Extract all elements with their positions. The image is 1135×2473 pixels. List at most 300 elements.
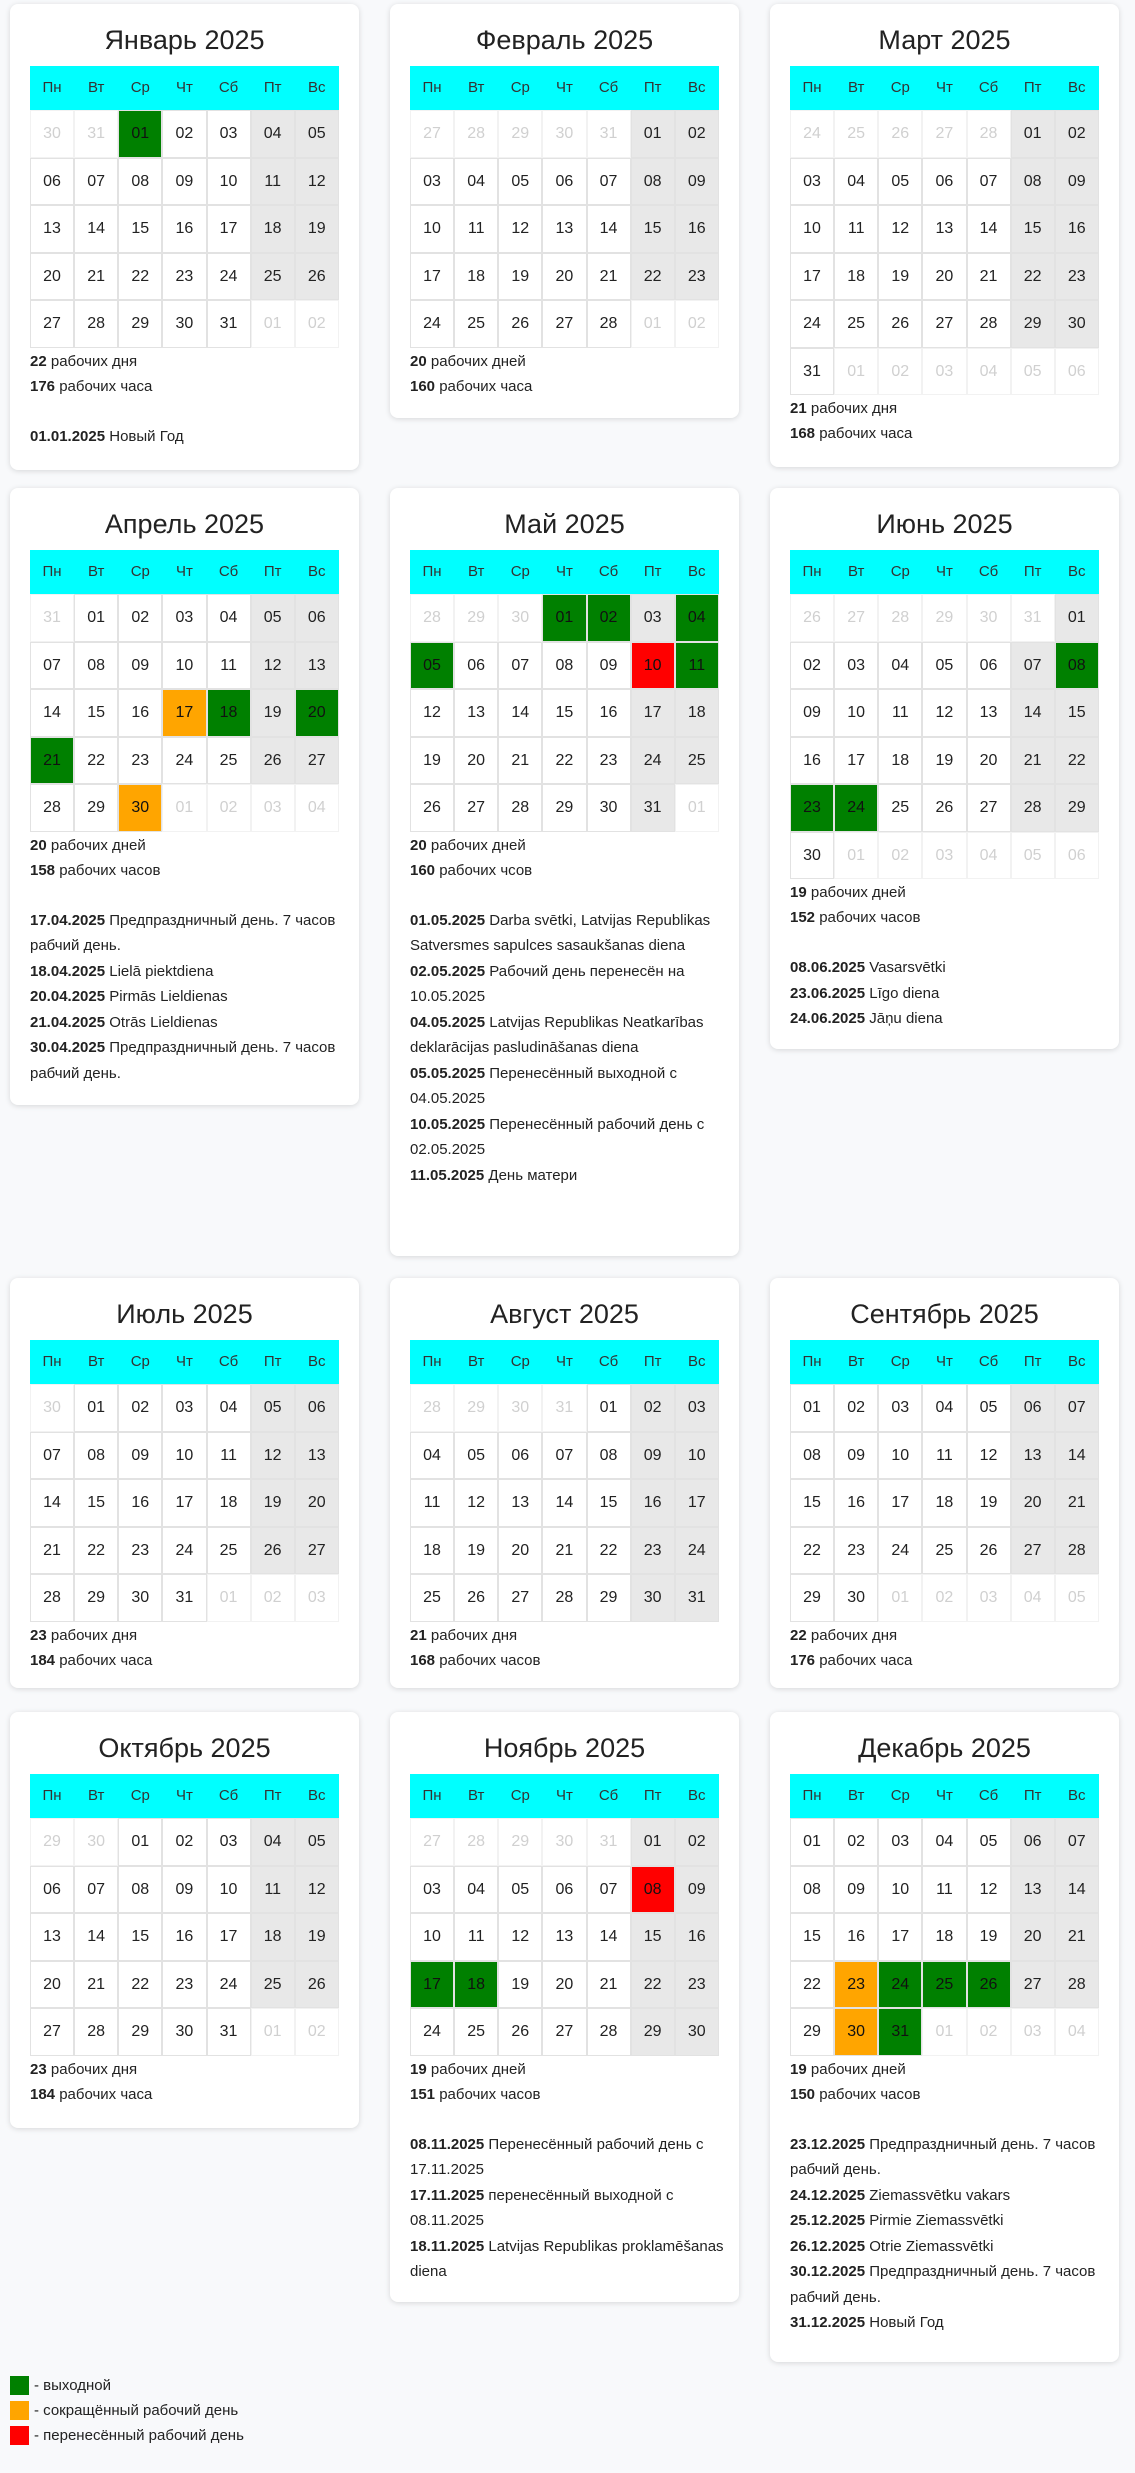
day-cell[interactable]: 22 xyxy=(790,1961,834,2009)
day-cell[interactable]: 17 xyxy=(162,1479,206,1527)
day-cell[interactable]: 02 xyxy=(922,1574,966,1622)
day-cell[interactable]: 05 xyxy=(1011,832,1055,880)
day-cell[interactable]: 09 xyxy=(675,1866,719,1914)
day-cell[interactable]: 05 xyxy=(295,1818,339,1866)
day-cell[interactable]: 31 xyxy=(878,2008,922,2056)
day-cell[interactable]: 09 xyxy=(675,158,719,206)
day-cell[interactable]: 04 xyxy=(454,1866,498,1914)
day-cell[interactable]: 15 xyxy=(587,1479,631,1527)
day-cell[interactable]: 02 xyxy=(675,300,719,348)
day-cell[interactable]: 01 xyxy=(118,1818,162,1866)
day-cell[interactable]: 25 xyxy=(207,737,251,785)
day-cell[interactable]: 30 xyxy=(498,1384,542,1432)
day-cell[interactable]: 08 xyxy=(790,1432,834,1480)
day-cell[interactable]: 04 xyxy=(675,594,719,642)
day-cell[interactable]: 13 xyxy=(295,1432,339,1480)
day-cell[interactable]: 30 xyxy=(30,110,74,158)
day-cell[interactable]: 08 xyxy=(631,158,675,206)
day-cell[interactable]: 26 xyxy=(295,253,339,301)
day-cell[interactable]: 29 xyxy=(30,1818,74,1866)
day-cell[interactable]: 16 xyxy=(162,205,206,253)
day-cell[interactable]: 06 xyxy=(922,158,966,206)
day-cell[interactable]: 27 xyxy=(834,594,878,642)
day-cell[interactable]: 23 xyxy=(162,253,206,301)
day-cell[interactable]: 07 xyxy=(1011,642,1055,690)
day-cell[interactable]: 23 xyxy=(834,1961,878,2009)
day-cell[interactable]: 21 xyxy=(967,253,1011,301)
day-cell[interactable]: 19 xyxy=(410,737,454,785)
day-cell[interactable]: 26 xyxy=(498,2008,542,2056)
day-cell[interactable]: 11 xyxy=(410,1479,454,1527)
day-cell[interactable]: 28 xyxy=(1011,784,1055,832)
day-cell[interactable]: 27 xyxy=(542,2008,586,2056)
day-cell[interactable]: 06 xyxy=(295,594,339,642)
day-cell[interactable]: 14 xyxy=(967,205,1011,253)
day-cell[interactable]: 16 xyxy=(631,1479,675,1527)
day-cell[interactable]: 12 xyxy=(922,689,966,737)
day-cell[interactable]: 03 xyxy=(162,594,206,642)
day-cell[interactable]: 03 xyxy=(675,1384,719,1432)
day-cell[interactable]: 12 xyxy=(295,158,339,206)
day-cell[interactable]: 04 xyxy=(1011,1574,1055,1622)
day-cell[interactable]: 26 xyxy=(251,737,295,785)
day-cell[interactable]: 02 xyxy=(162,110,206,158)
day-cell[interactable]: 10 xyxy=(878,1866,922,1914)
day-cell[interactable]: 16 xyxy=(118,689,162,737)
day-cell[interactable]: 31 xyxy=(790,348,834,396)
day-cell[interactable]: 21 xyxy=(1011,737,1055,785)
day-cell[interactable]: 28 xyxy=(454,110,498,158)
day-cell[interactable]: 17 xyxy=(675,1479,719,1527)
day-cell[interactable]: 30 xyxy=(74,1818,118,1866)
day-cell[interactable]: 27 xyxy=(295,737,339,785)
day-cell[interactable]: 21 xyxy=(587,1961,631,2009)
day-cell[interactable]: 27 xyxy=(922,110,966,158)
day-cell[interactable]: 13 xyxy=(454,689,498,737)
day-cell[interactable]: 17 xyxy=(162,689,206,737)
day-cell[interactable]: 18 xyxy=(922,1479,966,1527)
day-cell[interactable]: 31 xyxy=(207,2008,251,2056)
day-cell[interactable]: 29 xyxy=(631,2008,675,2056)
day-cell[interactable]: 02 xyxy=(295,2008,339,2056)
day-cell[interactable]: 08 xyxy=(74,642,118,690)
day-cell[interactable]: 14 xyxy=(587,205,631,253)
day-cell[interactable]: 10 xyxy=(162,642,206,690)
day-cell[interactable]: 11 xyxy=(922,1432,966,1480)
day-cell[interactable]: 29 xyxy=(922,594,966,642)
day-cell[interactable]: 10 xyxy=(162,1432,206,1480)
day-cell[interactable]: 28 xyxy=(587,2008,631,2056)
day-cell[interactable]: 01 xyxy=(790,1384,834,1432)
day-cell[interactable]: 26 xyxy=(878,300,922,348)
day-cell[interactable]: 12 xyxy=(295,1866,339,1914)
day-cell[interactable]: 07 xyxy=(587,158,631,206)
day-cell[interactable]: 15 xyxy=(631,1913,675,1961)
day-cell[interactable]: 30 xyxy=(30,1384,74,1432)
day-cell[interactable]: 06 xyxy=(1011,1818,1055,1866)
day-cell[interactable]: 17 xyxy=(631,689,675,737)
day-cell[interactable]: 03 xyxy=(207,110,251,158)
day-cell[interactable]: 28 xyxy=(74,300,118,348)
day-cell[interactable]: 28 xyxy=(587,300,631,348)
day-cell[interactable]: 12 xyxy=(967,1432,1011,1480)
day-cell[interactable]: 17 xyxy=(410,253,454,301)
day-cell[interactable]: 22 xyxy=(74,1527,118,1575)
day-cell[interactable]: 16 xyxy=(834,1479,878,1527)
day-cell[interactable]: 19 xyxy=(498,1961,542,2009)
day-cell[interactable]: 18 xyxy=(251,205,295,253)
day-cell[interactable]: 03 xyxy=(790,158,834,206)
day-cell[interactable]: 24 xyxy=(834,784,878,832)
day-cell[interactable]: 14 xyxy=(1055,1866,1099,1914)
day-cell[interactable]: 17 xyxy=(834,737,878,785)
day-cell[interactable]: 30 xyxy=(118,784,162,832)
day-cell[interactable]: 11 xyxy=(454,1913,498,1961)
day-cell[interactable]: 13 xyxy=(542,205,586,253)
day-cell[interactable]: 10 xyxy=(207,158,251,206)
day-cell[interactable]: 06 xyxy=(295,1384,339,1432)
day-cell[interactable]: 14 xyxy=(498,689,542,737)
day-cell[interactable]: 04 xyxy=(295,784,339,832)
day-cell[interactable]: 23 xyxy=(834,1527,878,1575)
day-cell[interactable]: 05 xyxy=(410,642,454,690)
day-cell[interactable]: 15 xyxy=(1011,205,1055,253)
day-cell[interactable]: 25 xyxy=(251,1961,295,2009)
day-cell[interactable]: 20 xyxy=(967,737,1011,785)
day-cell[interactable]: 08 xyxy=(631,1866,675,1914)
day-cell[interactable]: 22 xyxy=(1055,737,1099,785)
day-cell[interactable]: 03 xyxy=(922,348,966,396)
day-cell[interactable]: 26 xyxy=(790,594,834,642)
day-cell[interactable]: 27 xyxy=(498,1574,542,1622)
day-cell[interactable]: 29 xyxy=(118,300,162,348)
day-cell[interactable]: 12 xyxy=(454,1479,498,1527)
day-cell[interactable]: 06 xyxy=(1055,832,1099,880)
day-cell[interactable]: 20 xyxy=(922,253,966,301)
day-cell[interactable]: 25 xyxy=(834,300,878,348)
day-cell[interactable]: 30 xyxy=(118,1574,162,1622)
day-cell[interactable]: 18 xyxy=(454,1961,498,2009)
day-cell[interactable]: 31 xyxy=(587,110,631,158)
day-cell[interactable]: 31 xyxy=(162,1574,206,1622)
day-cell[interactable]: 29 xyxy=(1055,784,1099,832)
day-cell[interactable]: 28 xyxy=(878,594,922,642)
day-cell[interactable]: 05 xyxy=(878,158,922,206)
day-cell[interactable]: 20 xyxy=(498,1527,542,1575)
day-cell[interactable]: 09 xyxy=(162,158,206,206)
day-cell[interactable]: 09 xyxy=(631,1432,675,1480)
day-cell[interactable]: 18 xyxy=(410,1527,454,1575)
day-cell[interactable]: 29 xyxy=(454,1384,498,1432)
day-cell[interactable]: 08 xyxy=(118,158,162,206)
day-cell[interactable]: 20 xyxy=(454,737,498,785)
day-cell[interactable]: 21 xyxy=(74,253,118,301)
day-cell[interactable]: 10 xyxy=(790,205,834,253)
day-cell[interactable]: 27 xyxy=(1011,1527,1055,1575)
day-cell[interactable]: 27 xyxy=(542,300,586,348)
day-cell[interactable]: 01 xyxy=(631,110,675,158)
day-cell[interactable]: 03 xyxy=(922,832,966,880)
day-cell[interactable]: 17 xyxy=(207,205,251,253)
day-cell[interactable]: 27 xyxy=(30,2008,74,2056)
day-cell[interactable]: 07 xyxy=(967,158,1011,206)
day-cell[interactable]: 02 xyxy=(251,1574,295,1622)
day-cell[interactable]: 17 xyxy=(410,1961,454,2009)
day-cell[interactable]: 11 xyxy=(454,205,498,253)
day-cell[interactable]: 09 xyxy=(1055,158,1099,206)
day-cell[interactable]: 01 xyxy=(74,594,118,642)
day-cell[interactable]: 30 xyxy=(675,2008,719,2056)
day-cell[interactable]: 18 xyxy=(251,1913,295,1961)
day-cell[interactable]: 11 xyxy=(251,1866,295,1914)
day-cell[interactable]: 05 xyxy=(1055,1574,1099,1622)
day-cell[interactable]: 26 xyxy=(251,1527,295,1575)
day-cell[interactable]: 16 xyxy=(118,1479,162,1527)
day-cell[interactable]: 24 xyxy=(207,1961,251,2009)
day-cell[interactable]: 27 xyxy=(410,110,454,158)
day-cell[interactable]: 15 xyxy=(631,205,675,253)
day-cell[interactable]: 02 xyxy=(587,594,631,642)
day-cell[interactable]: 14 xyxy=(1055,1432,1099,1480)
day-cell[interactable]: 12 xyxy=(410,689,454,737)
day-cell[interactable]: 27 xyxy=(295,1527,339,1575)
day-cell[interactable]: 06 xyxy=(454,642,498,690)
day-cell[interactable]: 28 xyxy=(498,784,542,832)
day-cell[interactable]: 25 xyxy=(878,784,922,832)
day-cell[interactable]: 25 xyxy=(922,1961,966,2009)
day-cell[interactable]: 18 xyxy=(878,737,922,785)
day-cell[interactable]: 23 xyxy=(675,253,719,301)
day-cell[interactable]: 11 xyxy=(675,642,719,690)
day-cell[interactable]: 04 xyxy=(834,158,878,206)
day-cell[interactable]: 25 xyxy=(834,110,878,158)
day-cell[interactable]: 22 xyxy=(118,1961,162,2009)
day-cell[interactable]: 24 xyxy=(790,300,834,348)
day-cell[interactable]: 31 xyxy=(587,1818,631,1866)
day-cell[interactable]: 06 xyxy=(967,642,1011,690)
day-cell[interactable]: 03 xyxy=(295,1574,339,1622)
day-cell[interactable]: 12 xyxy=(251,642,295,690)
day-cell[interactable]: 18 xyxy=(454,253,498,301)
day-cell[interactable]: 27 xyxy=(922,300,966,348)
day-cell[interactable]: 08 xyxy=(542,642,586,690)
day-cell[interactable]: 22 xyxy=(587,1527,631,1575)
day-cell[interactable]: 19 xyxy=(967,1479,1011,1527)
day-cell[interactable]: 20 xyxy=(30,253,74,301)
day-cell[interactable]: 24 xyxy=(631,737,675,785)
day-cell[interactable]: 05 xyxy=(922,642,966,690)
day-cell[interactable]: 16 xyxy=(675,1913,719,1961)
day-cell[interactable]: 16 xyxy=(162,1913,206,1961)
day-cell[interactable]: 01 xyxy=(675,784,719,832)
day-cell[interactable]: 13 xyxy=(1011,1866,1055,1914)
day-cell[interactable]: 06 xyxy=(1011,1384,1055,1432)
day-cell[interactable]: 02 xyxy=(1055,110,1099,158)
day-cell[interactable]: 30 xyxy=(498,594,542,642)
day-cell[interactable]: 29 xyxy=(74,784,118,832)
day-cell[interactable]: 01 xyxy=(631,1818,675,1866)
day-cell[interactable]: 01 xyxy=(878,1574,922,1622)
day-cell[interactable]: 01 xyxy=(587,1384,631,1432)
day-cell[interactable]: 22 xyxy=(118,253,162,301)
day-cell[interactable]: 18 xyxy=(675,689,719,737)
day-cell[interactable]: 30 xyxy=(834,2008,878,2056)
day-cell[interactable]: 01 xyxy=(834,832,878,880)
day-cell[interactable]: 02 xyxy=(162,1818,206,1866)
day-cell[interactable]: 25 xyxy=(410,1574,454,1622)
day-cell[interactable]: 01 xyxy=(74,1384,118,1432)
day-cell[interactable]: 19 xyxy=(251,689,295,737)
day-cell[interactable]: 27 xyxy=(30,300,74,348)
day-cell[interactable]: 01 xyxy=(1011,110,1055,158)
day-cell[interactable]: 23 xyxy=(631,1527,675,1575)
day-cell[interactable]: 09 xyxy=(834,1432,878,1480)
day-cell[interactable]: 10 xyxy=(675,1432,719,1480)
day-cell[interactable]: 10 xyxy=(878,1432,922,1480)
day-cell[interactable]: 03 xyxy=(631,594,675,642)
day-cell[interactable]: 19 xyxy=(295,1913,339,1961)
day-cell[interactable]: 11 xyxy=(922,1866,966,1914)
day-cell[interactable]: 19 xyxy=(295,205,339,253)
day-cell[interactable]: 03 xyxy=(967,1574,1011,1622)
day-cell[interactable]: 08 xyxy=(1011,158,1055,206)
day-cell[interactable]: 29 xyxy=(790,1574,834,1622)
day-cell[interactable]: 05 xyxy=(498,1866,542,1914)
day-cell[interactable]: 07 xyxy=(1055,1818,1099,1866)
day-cell[interactable]: 02 xyxy=(295,300,339,348)
day-cell[interactable]: 14 xyxy=(587,1913,631,1961)
day-cell[interactable]: 03 xyxy=(878,1384,922,1432)
day-cell[interactable]: 06 xyxy=(30,1866,74,1914)
day-cell[interactable]: 30 xyxy=(162,300,206,348)
day-cell[interactable]: 18 xyxy=(922,1913,966,1961)
day-cell[interactable]: 16 xyxy=(834,1913,878,1961)
day-cell[interactable]: 10 xyxy=(410,1913,454,1961)
day-cell[interactable]: 31 xyxy=(74,110,118,158)
day-cell[interactable]: 30 xyxy=(542,110,586,158)
day-cell[interactable]: 25 xyxy=(454,2008,498,2056)
day-cell[interactable]: 04 xyxy=(1055,2008,1099,2056)
day-cell[interactable]: 01 xyxy=(251,300,295,348)
day-cell[interactable]: 30 xyxy=(587,784,631,832)
day-cell[interactable]: 02 xyxy=(834,1818,878,1866)
day-cell[interactable]: 16 xyxy=(587,689,631,737)
day-cell[interactable]: 07 xyxy=(30,642,74,690)
day-cell[interactable]: 31 xyxy=(542,1384,586,1432)
day-cell[interactable]: 15 xyxy=(790,1479,834,1527)
day-cell[interactable]: 09 xyxy=(834,1866,878,1914)
day-cell[interactable]: 13 xyxy=(498,1479,542,1527)
day-cell[interactable]: 06 xyxy=(498,1432,542,1480)
day-cell[interactable]: 07 xyxy=(1055,1384,1099,1432)
day-cell[interactable]: 24 xyxy=(878,1961,922,2009)
day-cell[interactable]: 25 xyxy=(675,737,719,785)
day-cell[interactable]: 01 xyxy=(118,110,162,158)
day-cell[interactable]: 26 xyxy=(967,1961,1011,2009)
day-cell[interactable]: 28 xyxy=(1055,1961,1099,2009)
day-cell[interactable]: 03 xyxy=(207,1818,251,1866)
day-cell[interactable]: 17 xyxy=(878,1479,922,1527)
day-cell[interactable]: 02 xyxy=(967,2008,1011,2056)
day-cell[interactable]: 15 xyxy=(118,1913,162,1961)
day-cell[interactable]: 27 xyxy=(410,1818,454,1866)
day-cell[interactable]: 09 xyxy=(118,1432,162,1480)
day-cell[interactable]: 29 xyxy=(542,784,586,832)
day-cell[interactable]: 12 xyxy=(498,1913,542,1961)
day-cell[interactable]: 19 xyxy=(922,737,966,785)
day-cell[interactable]: 27 xyxy=(454,784,498,832)
day-cell[interactable]: 26 xyxy=(922,784,966,832)
day-cell[interactable]: 13 xyxy=(30,205,74,253)
day-cell[interactable]: 04 xyxy=(207,1384,251,1432)
day-cell[interactable]: 18 xyxy=(207,1479,251,1527)
day-cell[interactable]: 15 xyxy=(1055,689,1099,737)
day-cell[interactable]: 05 xyxy=(967,1818,1011,1866)
day-cell[interactable]: 15 xyxy=(74,689,118,737)
day-cell[interactable]: 07 xyxy=(587,1866,631,1914)
day-cell[interactable]: 06 xyxy=(542,158,586,206)
day-cell[interactable]: 11 xyxy=(207,1432,251,1480)
day-cell[interactable]: 31 xyxy=(631,784,675,832)
day-cell[interactable]: 22 xyxy=(631,253,675,301)
day-cell[interactable]: 03 xyxy=(834,642,878,690)
day-cell[interactable]: 21 xyxy=(542,1527,586,1575)
day-cell[interactable]: 29 xyxy=(790,2008,834,2056)
day-cell[interactable]: 30 xyxy=(542,1818,586,1866)
day-cell[interactable]: 21 xyxy=(587,253,631,301)
day-cell[interactable]: 17 xyxy=(878,1913,922,1961)
day-cell[interactable]: 11 xyxy=(834,205,878,253)
day-cell[interactable]: 13 xyxy=(542,1913,586,1961)
day-cell[interactable]: 04 xyxy=(878,642,922,690)
day-cell[interactable]: 28 xyxy=(1055,1527,1099,1575)
day-cell[interactable]: 24 xyxy=(410,2008,454,2056)
day-cell[interactable]: 23 xyxy=(162,1961,206,2009)
day-cell[interactable]: 01 xyxy=(207,1574,251,1622)
day-cell[interactable]: 28 xyxy=(454,1818,498,1866)
day-cell[interactable]: 04 xyxy=(207,594,251,642)
day-cell[interactable]: 24 xyxy=(878,1527,922,1575)
day-cell[interactable]: 25 xyxy=(454,300,498,348)
day-cell[interactable]: 22 xyxy=(1011,253,1055,301)
day-cell[interactable]: 24 xyxy=(162,1527,206,1575)
day-cell[interactable]: 22 xyxy=(790,1527,834,1575)
day-cell[interactable]: 08 xyxy=(790,1866,834,1914)
day-cell[interactable]: 25 xyxy=(922,1527,966,1575)
day-cell[interactable]: 05 xyxy=(251,1384,295,1432)
day-cell[interactable]: 05 xyxy=(454,1432,498,1480)
day-cell[interactable]: 02 xyxy=(118,1384,162,1432)
day-cell[interactable]: 07 xyxy=(542,1432,586,1480)
day-cell[interactable]: 26 xyxy=(454,1574,498,1622)
day-cell[interactable]: 30 xyxy=(162,2008,206,2056)
day-cell[interactable]: 04 xyxy=(967,832,1011,880)
day-cell[interactable]: 10 xyxy=(410,205,454,253)
day-cell[interactable]: 18 xyxy=(834,253,878,301)
day-cell[interactable]: 02 xyxy=(675,110,719,158)
day-cell[interactable]: 30 xyxy=(631,1574,675,1622)
day-cell[interactable]: 28 xyxy=(30,784,74,832)
day-cell[interactable]: 01 xyxy=(834,348,878,396)
day-cell[interactable]: 28 xyxy=(74,2008,118,2056)
day-cell[interactable]: 05 xyxy=(967,1384,1011,1432)
day-cell[interactable]: 09 xyxy=(587,642,631,690)
day-cell[interactable]: 26 xyxy=(967,1527,1011,1575)
day-cell[interactable]: 01 xyxy=(542,594,586,642)
day-cell[interactable]: 31 xyxy=(675,1574,719,1622)
day-cell[interactable]: 08 xyxy=(74,1432,118,1480)
day-cell[interactable]: 31 xyxy=(1011,594,1055,642)
